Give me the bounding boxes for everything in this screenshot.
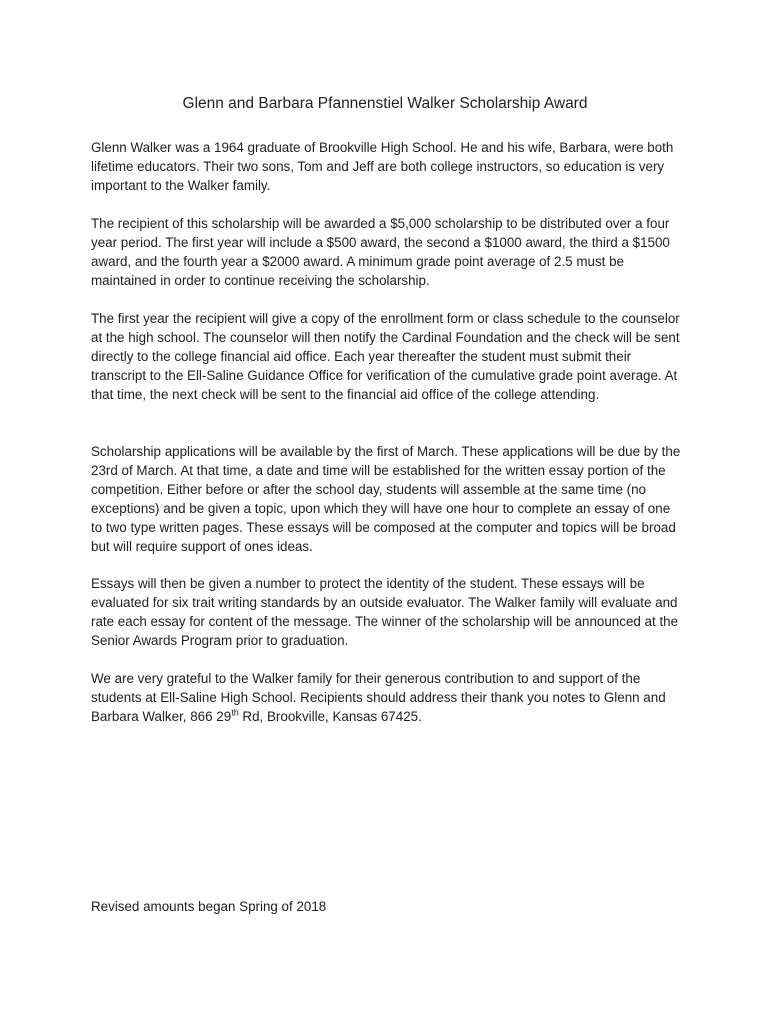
paragraph-award-amounts xyxy=(91,214,683,290)
paragraph-text: The recipient of this scholarship will be awarded a $5,000 scholarship to be distributed over a four year period. The first year will include a $500 award, the second a $1000 award, the third a $1500 award, and the fourth year a $2000 award. A minimum grade point average of 2.5 must be maintained in order to continue receiving the scholarship. xyxy=(91,216,670,288)
paragraph-evaluation xyxy=(91,574,683,650)
paragraph-thanks xyxy=(91,669,683,726)
paragraph-text: Essays will then be given a number to protect the identity of the student. These essays will be evaluated for six trait writing standards by an outside evaluator. The Walker family will evaluate and rate each essay for content of the message. The winner of the scholarship will be announced at the Senior Awards Program prior to graduation. xyxy=(91,576,679,648)
ordinal-suffix: th xyxy=(231,707,239,718)
closing-text-end: Rd, Brookville, Kansas 67425. xyxy=(238,709,422,724)
paragraph-text xyxy=(91,669,683,726)
paragraph-application xyxy=(91,442,683,556)
document-title: Glenn and Barbara Pfannenstiel Walker Scholarship Award xyxy=(182,95,588,112)
paragraph-background xyxy=(91,138,683,195)
paragraph-text: Scholarship applications will be available by the first of March. These applications will be due by the 23rd of March. At that time, a date and time will be established for the written essay portion of the competition. Either before or after the school day, students will assemble at the same time (no exceptions) and be given a topic, upon which they will have one hour to complete an essay of one to two type written pages. These essays will be composed at the computer and topics will be broad but will require support of ones ideas. xyxy=(91,444,681,554)
paragraph-text: Glenn Walker was a 1964 graduate of Brookville High School. He and his wife, Barbara, were both lifetime educators. Their two sons, Tom and Jeff are both college instructors, so education is very important to the Walker family. xyxy=(91,140,674,193)
paragraph-text: The first year the recipient will give a copy of the enrollment form or class schedule to the counselor at the high school. The counselor will then notify the Cardinal Foundation and the check will be sent directly to the college financial aid office. Each year thereafter the student must submit their transcript to the Ell-Saline Guidance Office for verification of the cumulative grade point average. At that time, the next check will be sent to the financial aid office of the college attending. xyxy=(91,311,680,402)
closing-text-start: We are very grateful to the Walker family for their generous contribution to and support of the students at Ell-Saline High School. Recipients should address their thank you notes to Glenn and Barbara Walker, 866 29 xyxy=(91,671,666,724)
revision-note: Revised amounts began Spring of 2018 xyxy=(91,899,327,914)
paragraph-disbursement xyxy=(91,309,683,404)
